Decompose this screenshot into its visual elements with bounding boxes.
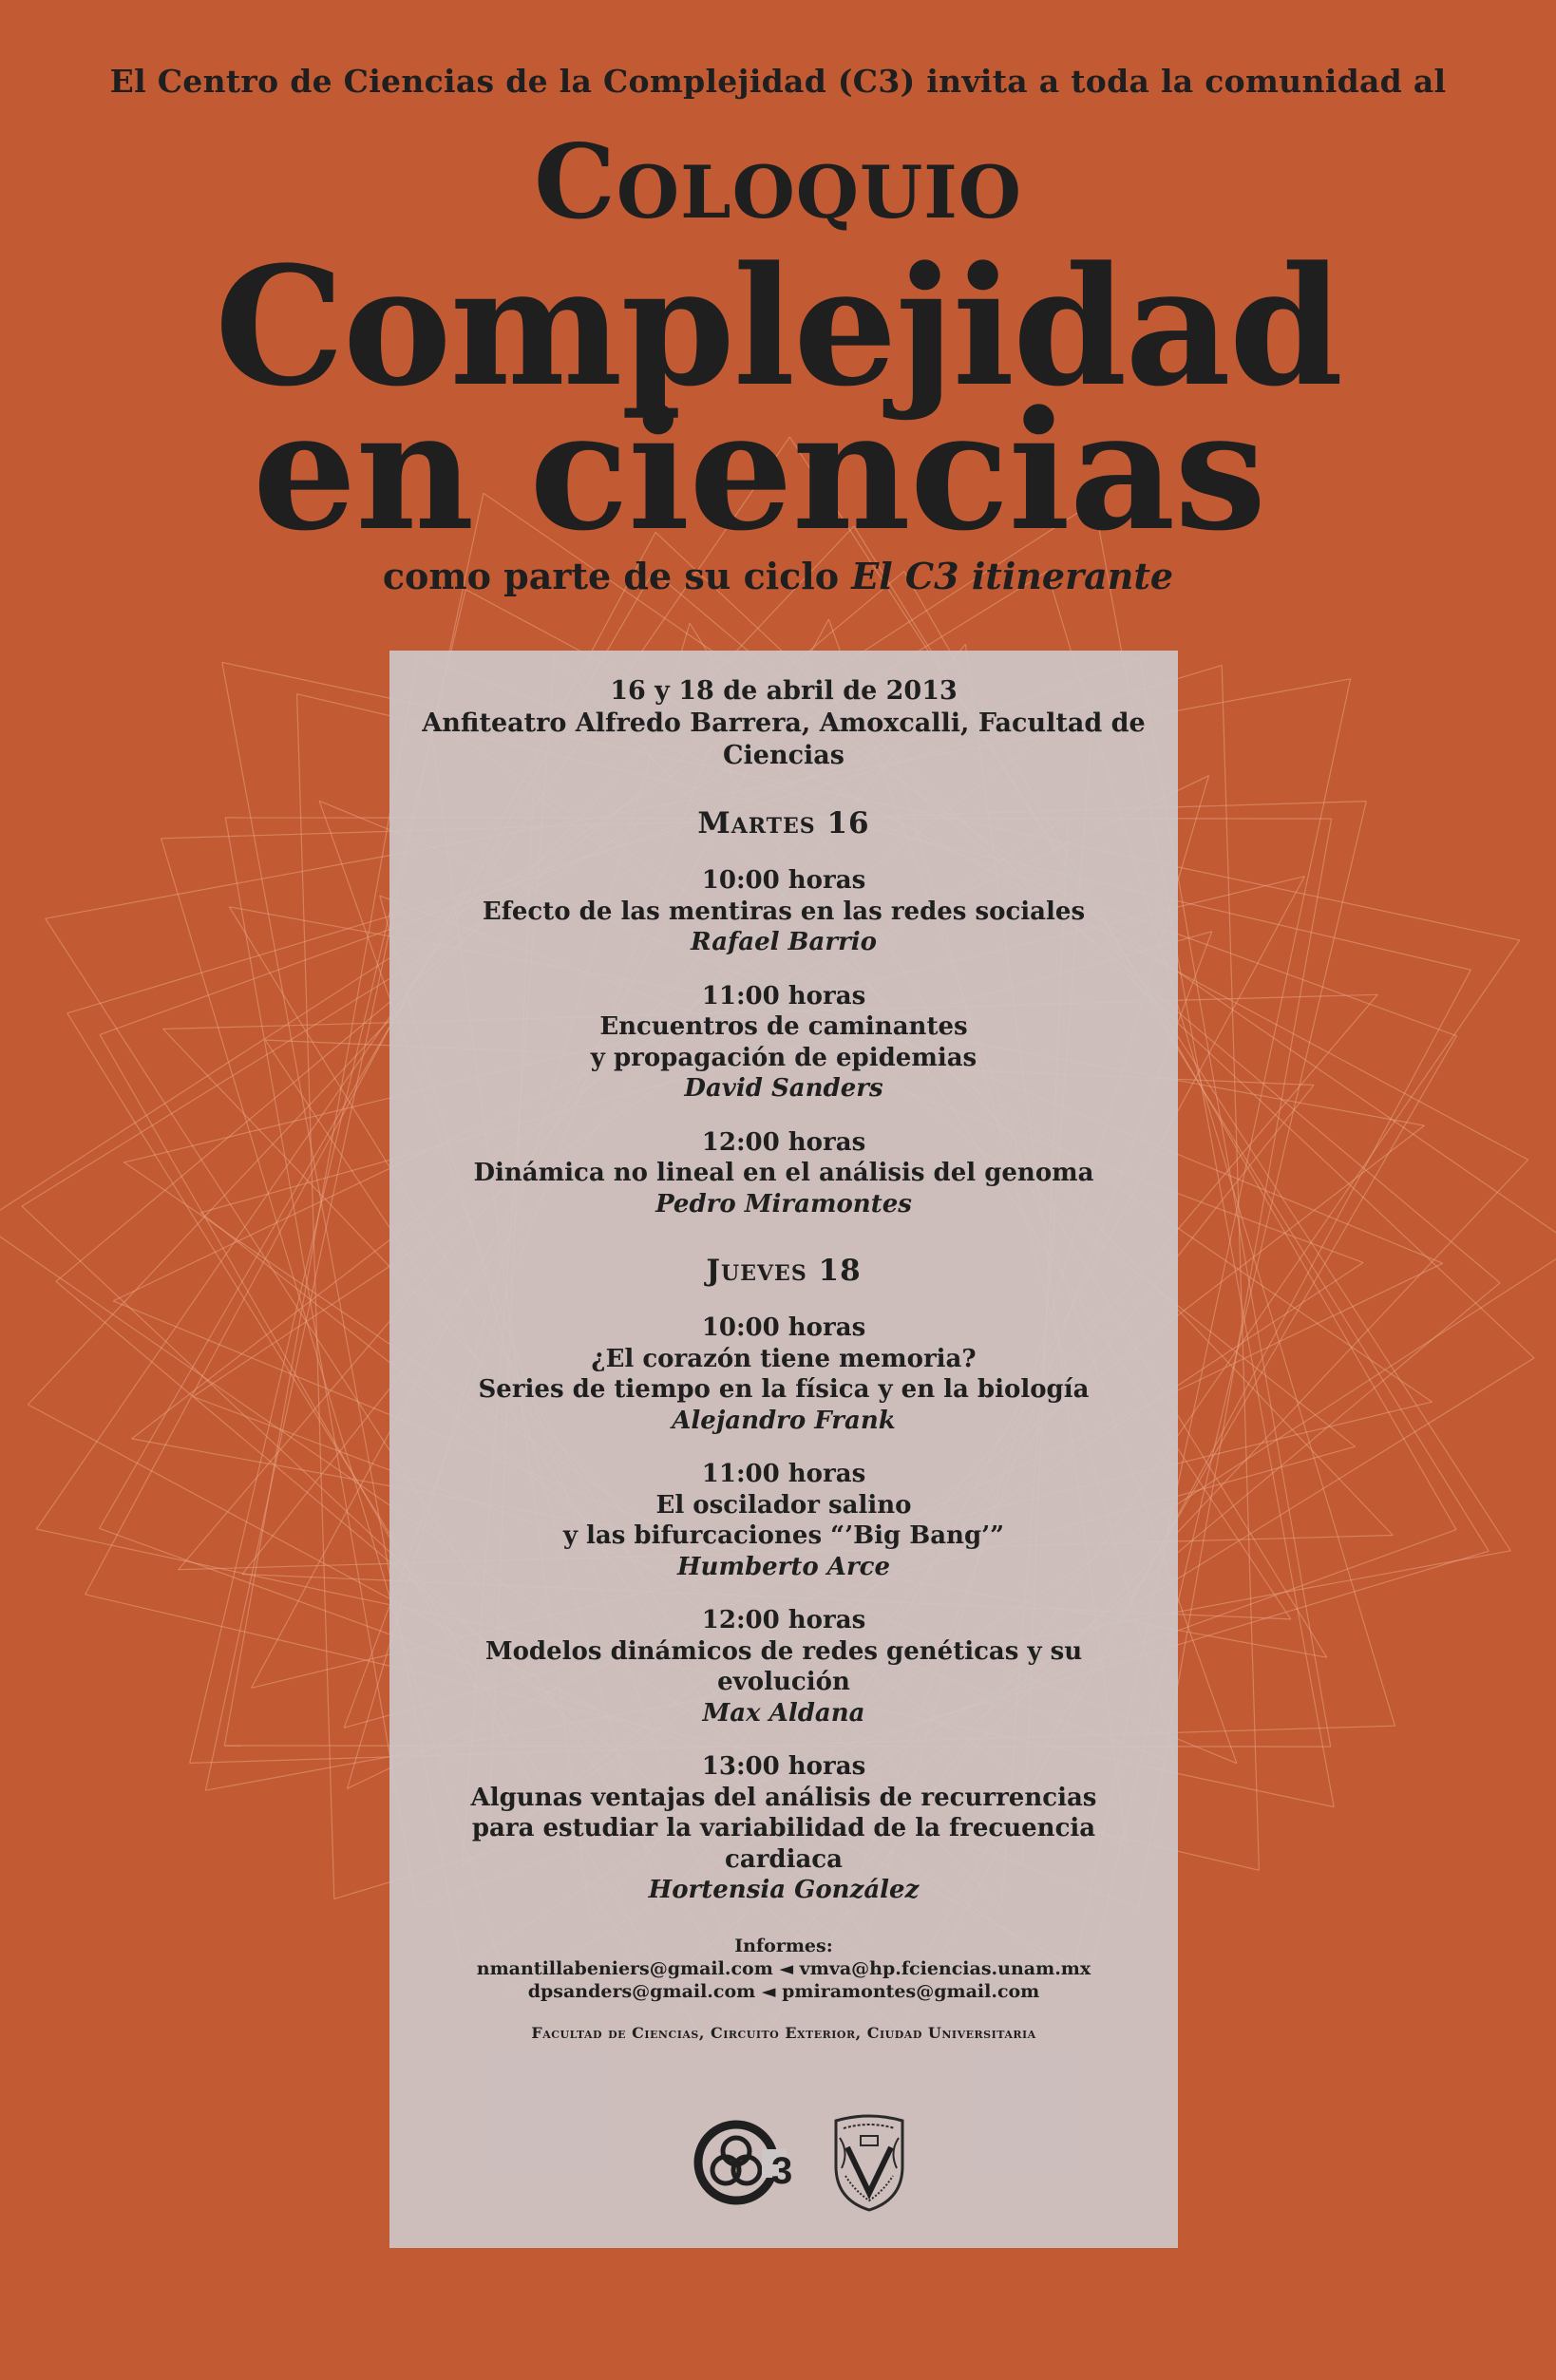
talk-title-line: para estudiar la variabilidad de la frecuencia	[471, 1814, 1096, 1842]
talk-time: 13:00 horas	[701, 1752, 866, 1781]
subtitle-prefix: como parte de su ciclo	[382, 555, 852, 597]
talk-title-line: Dinámica no lineal en el análisis del genoma	[473, 1159, 1094, 1187]
talk-time: 12:00 horas	[701, 1606, 866, 1634]
talk-speaker: Alejandro Frank	[672, 1406, 896, 1435]
address: Facultad de Ciencias, Circuito Exterior, Ciudad Universitaria	[531, 2023, 1036, 2042]
coloquio-heading: Coloquio	[533, 123, 1023, 242]
talk-title-line: ¿El corazón tiene memoria?	[591, 1344, 977, 1373]
talk-item	[389, 1459, 1178, 1582]
day-heading: Jueves 18	[706, 1254, 862, 1288]
talk-item	[389, 1127, 1178, 1220]
talk-title-line: y propagación de epidemias	[590, 1043, 977, 1072]
unam-seal-logo	[826, 2109, 912, 2214]
info-emails-line2[interactable]: dpsanders@gmail.com ◄ pmiramontes@gmail.com	[527, 1980, 1040, 2002]
talk-speaker: Hortensia González	[648, 1876, 920, 1904]
talk-title-line: Series de tiempo en la física y en la biología	[478, 1375, 1090, 1404]
c3-logo-text: 3	[771, 2150, 793, 2192]
talk-speaker: Max Aldana	[702, 1698, 865, 1728]
main-title-line1: Complejidad	[214, 230, 1342, 423]
invite-text: El Centro de Ciencias de la Complejidad (C3) invita a toda la comunidad al	[109, 63, 1447, 100]
program-panel	[389, 651, 1178, 2248]
subtitle	[0, 555, 1556, 597]
event-venue: Anfiteatro Alfredo Barrera, Amoxcalli, Facultad de Ciencias	[422, 708, 1146, 770]
info-emails-line1[interactable]: nmantillabeniers@gmail.com ◄ vmva@hp.fciencias.unam.mx	[476, 1957, 1091, 1979]
talk-title-line: y las bifurcaciones “’Big Bang’”	[562, 1521, 1005, 1550]
talk-item	[389, 1751, 1178, 1906]
talk-speaker: Pedro Miramontes	[655, 1189, 912, 1218]
talk-title-line: Modelos dinámicos de redes genéticas y su	[484, 1636, 1083, 1666]
talk-title-line: El oscilador salino	[655, 1490, 912, 1520]
talk-item	[389, 981, 1178, 1105]
day-heading: Martes 16	[697, 806, 870, 841]
talk-item	[389, 865, 1178, 958]
talk-speaker: Humberto Arce	[676, 1552, 891, 1581]
talk-speaker: David Sanders	[684, 1074, 883, 1103]
talk-title-line: evolución	[717, 1668, 850, 1696]
talk-time: 11:00 horas	[701, 981, 866, 1011]
talk-time: 12:00 horas	[701, 1127, 866, 1157]
talk-title-line: cardiaca	[725, 1844, 843, 1874]
main-title-line2: en ciencias	[252, 374, 1266, 567]
logos	[389, 2106, 1178, 2219]
talk-title-line: Algunas ventajas del análisis de recurrencias	[470, 1783, 1097, 1812]
talk-item	[389, 1313, 1178, 1436]
talk-title-line: Encuentros de caminantes	[599, 1012, 968, 1041]
subtitle-cycle-name: El C3 itinerante	[851, 555, 1174, 597]
talk-time: 10:00 horas	[701, 866, 866, 895]
talk-time: 10:00 horas	[701, 1313, 866, 1342]
talk-time: 11:00 horas	[701, 1460, 866, 1488]
talk-title-line: Efecto de las mentiras en las redes sociales	[482, 897, 1086, 926]
event-details	[389, 675, 1178, 772]
talk-item	[389, 1605, 1178, 1728]
talk-speaker: Rafael Barrio	[691, 928, 877, 956]
c3-logo	[693, 2115, 807, 2210]
info-label: Informes:	[734, 1935, 833, 1956]
event-dates: 16 y 18 de abril de 2013	[610, 676, 958, 706]
schedule	[389, 804, 1178, 1906]
